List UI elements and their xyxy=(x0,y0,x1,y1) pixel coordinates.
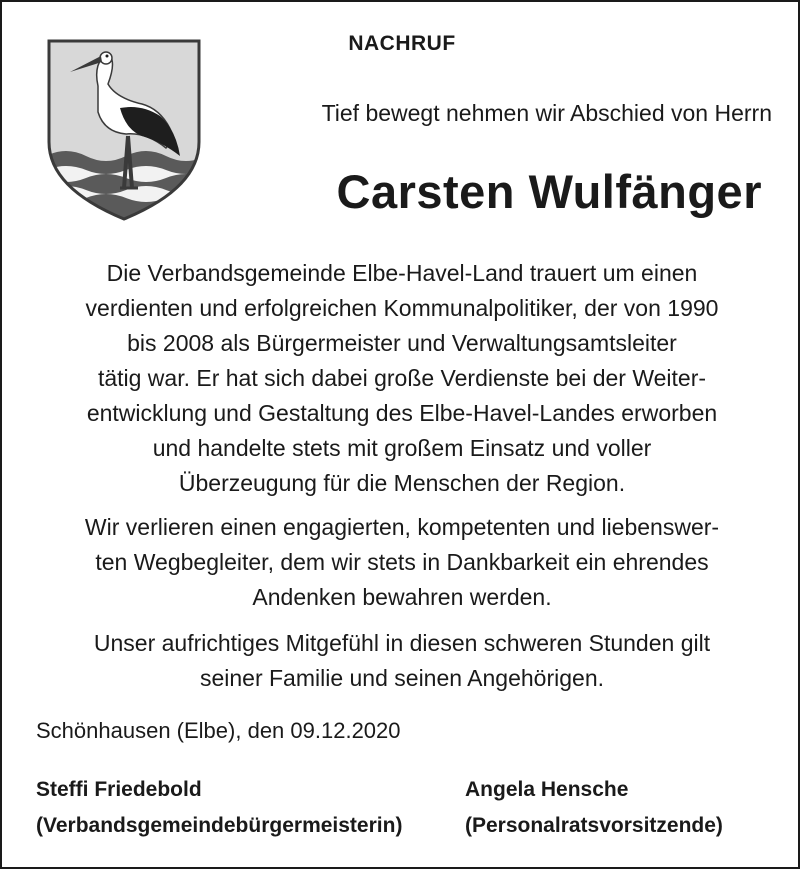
text-line: entwicklung und Gestaltung des Elbe-Havel-Landes erworben xyxy=(86,400,718,426)
text-line: und handelte stets mit großem Einsatz und voller xyxy=(152,435,652,461)
text-line: tätig war. Er hat sich dabei große Verdienste bei der Weiter- xyxy=(97,365,707,391)
stork-coat-of-arms-icon xyxy=(46,38,202,222)
signatory-title: (Personalratsvorsitzende) xyxy=(465,814,723,837)
text-line: Überzeugung für die Menschen der Region. xyxy=(178,470,626,496)
text-line: Wir verlieren einen engagierten, kompetenten und liebenswer- xyxy=(84,514,720,540)
signatory-title: (Verbandsgemeindebürgermeisterin) xyxy=(36,814,403,837)
intro-line: Tief bewegt nehmen wir Abschied von Herrn xyxy=(321,100,772,126)
text-line: bis 2008 als Bürgermeister und Verwaltungsamtsleiter xyxy=(127,330,677,356)
place-and-date: Schönhausen (Elbe), den 09.12.2020 xyxy=(36,718,401,743)
signatory-name: Angela Hensche xyxy=(465,778,629,801)
signatory-name: Steffi Friedebold xyxy=(36,778,202,801)
text-line: Andenken bewahren werden. xyxy=(252,584,552,610)
signatory-right xyxy=(465,772,723,844)
text-line: Unser aufrichtiges Mitgefühl in diesen schweren Stunden gilt xyxy=(93,630,711,656)
text-line: seiner Familie und seinen Angehörigen. xyxy=(199,665,605,691)
text-line: ten Wegbegleiter, dem wir stets in Dankbarkeit ein ehrendes xyxy=(95,549,709,575)
deceased-name: Carsten Wulfänger xyxy=(336,165,762,218)
obituary-heading: NACHRUF xyxy=(348,32,456,55)
paragraph-remembrance xyxy=(26,510,778,615)
signatory-left xyxy=(36,772,402,844)
text-line: verdienten und erfolgreichen Kommunalpolitiker, der von 1990 xyxy=(85,295,719,321)
paragraph-condolence xyxy=(26,626,778,696)
text-line: Die Verbandsgemeinde Elbe-Havel-Land trauert um einen xyxy=(106,260,698,286)
paragraph-tribute xyxy=(26,256,778,501)
